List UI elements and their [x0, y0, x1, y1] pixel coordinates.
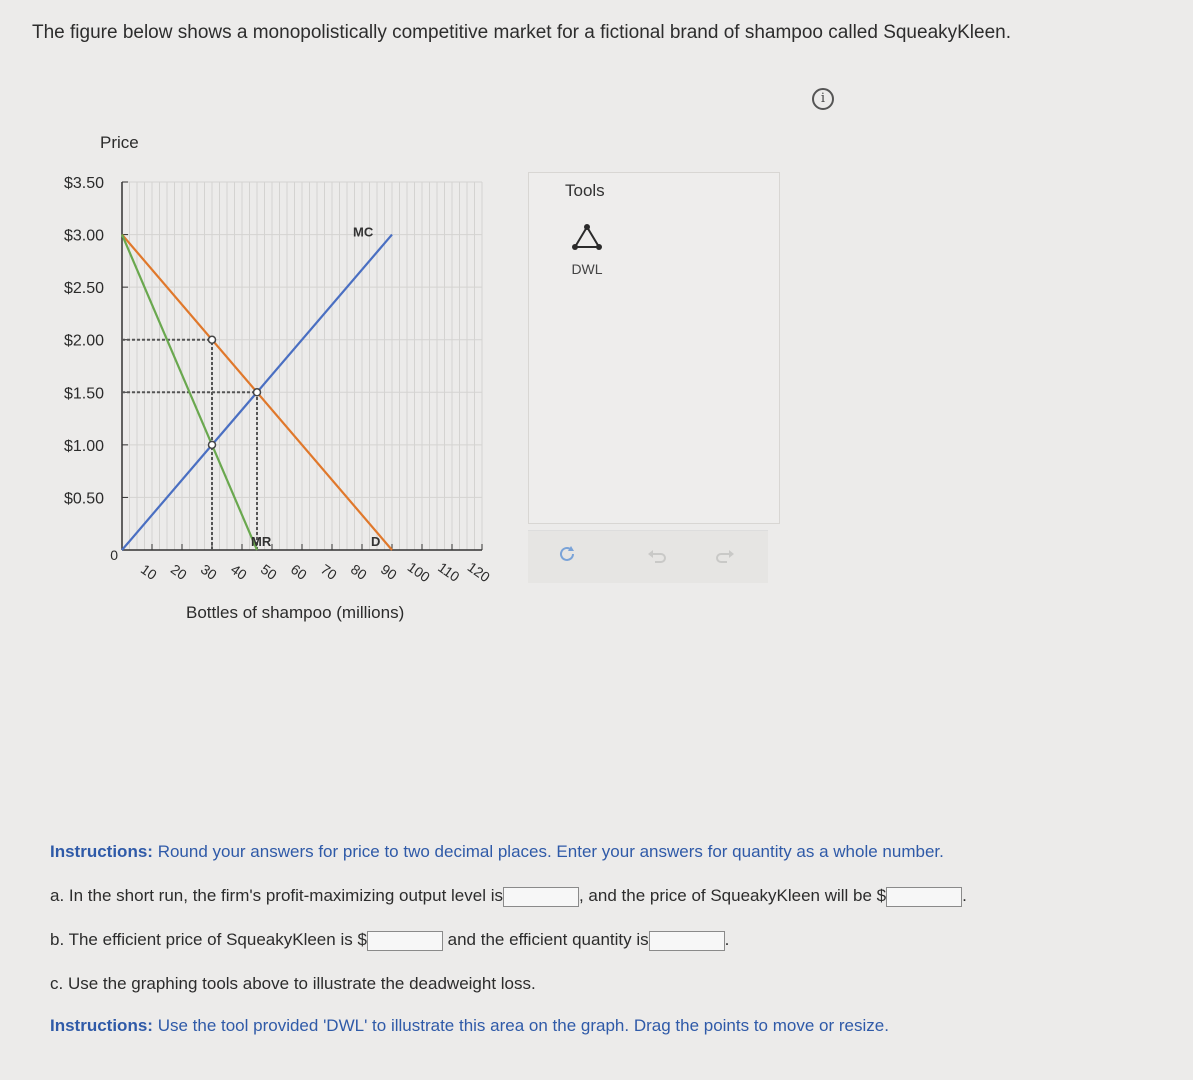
x-tick-label: 70	[317, 560, 340, 583]
undo-icon[interactable]	[646, 545, 668, 567]
d-label: D	[371, 533, 381, 549]
question-a-end: .	[962, 886, 967, 905]
x-tick-label: 10	[137, 560, 160, 583]
y-tick-label: $3.00	[63, 227, 104, 245]
y-tick-label: $1.50	[63, 385, 104, 403]
question-a-text: a. In the short run, the firm's profit-maximizing output level is	[50, 886, 503, 905]
y-tick-label: $2.50	[63, 280, 104, 298]
x-tick-label: 30	[197, 560, 220, 583]
x-tick-label: 120	[464, 558, 494, 586]
origin-label: 0	[110, 547, 118, 563]
instructions-label-2: Instructions:	[50, 1016, 153, 1035]
efficient-price-input[interactable]	[367, 931, 443, 951]
x-tick-label: 50	[257, 560, 280, 583]
question-a-mid: , and the price of SqueakyKleen will be $	[578, 886, 887, 905]
instructions-rounding: Round your answers for price to two decimal places. Enter your answers for quantity as a whole number.	[157, 842, 944, 861]
instructions-line-2	[50, 1016, 889, 1036]
y-tick-label: $3.50	[63, 175, 104, 192]
market-chart	[0, 120, 520, 630]
x-tick-label: 40	[227, 560, 250, 583]
instructions-label: Instructions:	[50, 842, 153, 861]
dwl-label: DWL	[571, 261, 603, 277]
mr-label: MR	[251, 533, 272, 549]
x-tick-label: 110	[435, 558, 463, 585]
tools-toolbar	[528, 530, 768, 583]
info-icon[interactable]: i	[812, 88, 834, 110]
chart-labels	[64, 133, 493, 622]
y-tick-label: $0.50	[63, 490, 104, 508]
question-b-mid: and the efficient quantity is	[447, 930, 649, 949]
x-tick-label: 80	[347, 560, 370, 583]
x-axis-title: Bottles of shampoo (millions)	[186, 603, 405, 622]
question-b-end: .	[724, 930, 730, 949]
x-tick-label: 60	[287, 560, 310, 583]
chart-grid	[122, 182, 482, 550]
intro-text: The figure below shows a monopolistically competitive market for a fictional brand of shampoo called SqueakyKleen.	[32, 22, 1012, 43]
question-b	[50, 930, 729, 951]
question-c: c. Use the graphing tools above to illustrate the deadweight loss.	[50, 974, 536, 993]
triangle-tool-icon	[565, 217, 609, 257]
curve-point	[209, 336, 216, 343]
efficient-quantity-input[interactable]	[649, 931, 725, 951]
tools-panel	[528, 172, 780, 524]
curve-point	[254, 389, 261, 396]
y-axis-title: Price	[100, 133, 139, 152]
mc-label: MC	[353, 224, 374, 240]
x-tick-label: 100	[404, 558, 434, 586]
curve-point	[209, 441, 216, 448]
x-tick-label: 20	[167, 560, 190, 583]
price-input[interactable]	[886, 887, 962, 907]
dwl-tool-button[interactable]	[565, 217, 609, 277]
question-b-text: b. The efficient price of SqueakyKleen is $	[50, 930, 367, 949]
x-tick-label: 90	[377, 560, 400, 583]
instructions-dwl: Use the tool provided 'DWL' to illustrate this area on the graph. Drag the points to move or resize.	[157, 1016, 889, 1035]
instructions-line-1	[50, 842, 944, 862]
output-level-input[interactable]	[503, 887, 579, 907]
tools-title: Tools	[565, 181, 605, 200]
y-tick-label: $1.00	[63, 437, 104, 455]
redo-icon[interactable]	[714, 545, 736, 567]
reset-icon[interactable]	[556, 543, 578, 565]
y-tick-label: $2.00	[63, 332, 104, 350]
question-a	[50, 886, 967, 907]
